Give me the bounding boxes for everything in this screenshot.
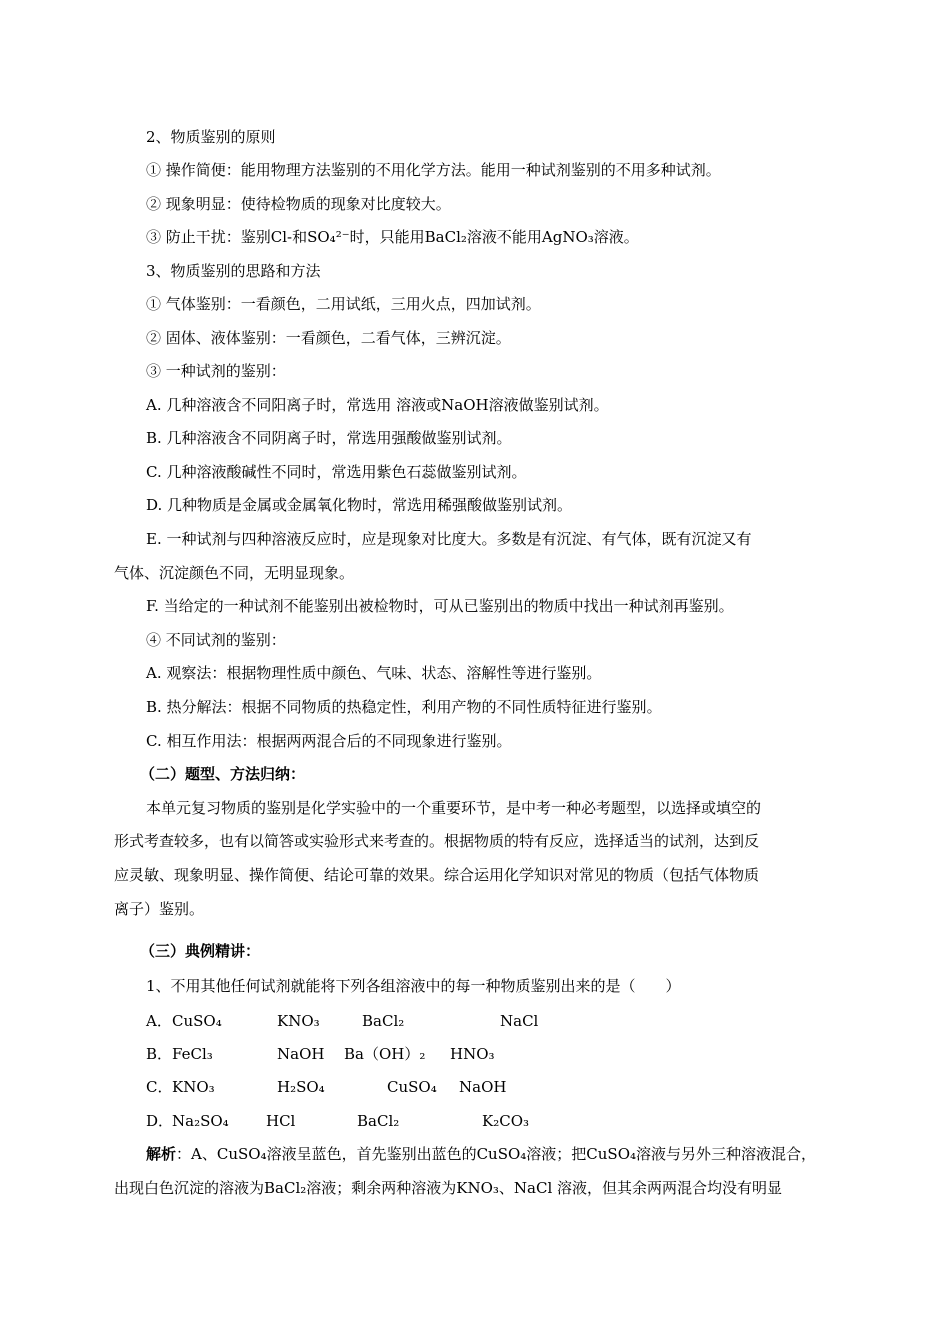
principle-1: ① 操作简便：能用物理方法鉴别的不用化学方法。能用一种试剂鉴别的不用多种试剂。 <box>146 161 721 179</box>
option-item: CuSO₄ <box>387 1078 437 1096</box>
option-letter: A． <box>146 1012 172 1030</box>
one-reagent-b: B. 几种溶液含不同阴离子时，常选用强酸做鉴别试剂。 <box>146 429 512 447</box>
heading-principles: 2、物质鉴别的原则 <box>146 128 276 146</box>
analysis-label: 解析 <box>146 1145 177 1163</box>
section-heading-types: （二）题型、方法归纳： <box>140 765 306 783</box>
option-item: KNO₃ <box>172 1078 215 1096</box>
option-item: NaOH <box>277 1045 325 1063</box>
option-item: NaOH <box>459 1078 507 1096</box>
option-item: HCl <box>266 1112 296 1130</box>
one-reagent-d: D. 几种物质是金属或金属氧化物时，常选用稀强酸做鉴别试剂。 <box>146 496 573 514</box>
option-item: BaCl₂ <box>357 1112 400 1130</box>
method-solid-liquid: ② 固体、液体鉴别：一看颜色，二看气体，三辨沉淀。 <box>146 329 511 347</box>
option-item: FeCl₃ <box>172 1045 213 1063</box>
option-item: H₂SO₄ <box>277 1078 325 1096</box>
option-item: KNO₃ <box>277 1012 320 1030</box>
question-1: 1、不用其他任何试剂就能将下列各组溶液中的每一种物质鉴别出来的是（ ） <box>146 977 681 995</box>
one-reagent-c: C. 几种溶液酸碱性不同时，常选用紫色石蕊做鉴别试剂。 <box>146 463 527 481</box>
option-letter: B． <box>146 1045 173 1063</box>
one-reagent-e-cont: 气体、沉淀颜色不同，无明显现象。 <box>114 564 355 582</box>
diff-reagent-c: C. 相互作用法：根据两两混合后的不同现象进行鉴别。 <box>146 732 512 750</box>
diff-reagent-a: A. 观察法：根据物理性质中颜色、气味、状态、溶解性等进行鉴别。 <box>146 664 602 682</box>
option-item: CuSO₄ <box>172 1012 222 1030</box>
summary-line-4: 离子）鉴别。 <box>114 900 205 918</box>
one-reagent-f: F. 当给定的一种试剂不能鉴别出被检物时，可从已鉴别出的物质中找出一种试剂再鉴别。 <box>146 597 734 615</box>
option-item: NaCl <box>500 1012 539 1030</box>
section-heading-examples: （三）典例精讲： <box>140 942 261 960</box>
option-d <box>0 1110 950 1132</box>
option-letter: D． <box>146 1112 174 1130</box>
option-c <box>0 1076 950 1098</box>
option-item: Na₂SO₄ <box>172 1112 229 1130</box>
diff-reagent-b: B. 热分解法：根据不同物质的热稳定性，利用产物的不同性质特征进行鉴别。 <box>146 698 662 716</box>
method-one-reagent: ③ 一种试剂的鉴别： <box>146 362 286 380</box>
summary-line-3: 应灵敏、现象明显、操作简便、结论可靠的效果。综合运用化学知识对常见的物质（包括气体物质 <box>114 866 760 884</box>
method-diff-reagent: ④ 不同试剂的鉴别： <box>146 631 286 649</box>
option-item: Ba（OH）₂ <box>344 1045 426 1063</box>
analysis-line-1 <box>146 1143 816 1165</box>
option-item: K₂CO₃ <box>482 1112 530 1130</box>
one-reagent-a: A. 几种溶液含不同阳离子时，常选用 溶液或NaOH溶液做鉴别试剂。 <box>146 396 609 414</box>
summary-line-1: 本单元复习物质的鉴别是化学实验中的一个重要环节，是中考一种必考题型，以选择或填空的 <box>146 799 762 817</box>
summary-line-2: 形式考查较多，也有以简答或实验形式来考查的。根据物质的特有反应，选择适当的试剂，达到反 <box>114 832 760 850</box>
one-reagent-e: E. 一种试剂与四种溶液反应时，应是现象对比度大。多数是有沉淀、有气体，既有沉淀又有 <box>146 530 752 548</box>
option-item: BaCl₂ <box>362 1012 405 1030</box>
option-a <box>0 1010 950 1032</box>
option-b <box>0 1043 950 1065</box>
option-item: HNO₃ <box>450 1045 495 1063</box>
principle-3: ③ 防止干扰：鉴别Cl-和SO₄²⁻时，只能用BaCl₂溶液不能用AgNO₃溶液。 <box>146 228 639 246</box>
principle-2: ② 现象明显：使待检物质的现象对比度较大。 <box>146 195 451 213</box>
analysis-text: ：A、CuSO₄溶液呈蓝色，首先鉴别出蓝色的CuSO₄溶液；把CuSO₄溶液与另外三种溶液混合， <box>176 1145 817 1163</box>
method-gas: ① 气体鉴别：一看颜色，二用试纸，三用火点，四加试剂。 <box>146 295 541 313</box>
heading-methods: 3、物质鉴别的思路和方法 <box>146 262 321 280</box>
analysis-line-2: 出现白色沉淀的溶液为BaCl₂溶液；剩余两种溶液为KNO₃、NaCl 溶液，但其余两两混合均没有明显 <box>114 1179 783 1197</box>
option-letter: C． <box>146 1078 173 1096</box>
